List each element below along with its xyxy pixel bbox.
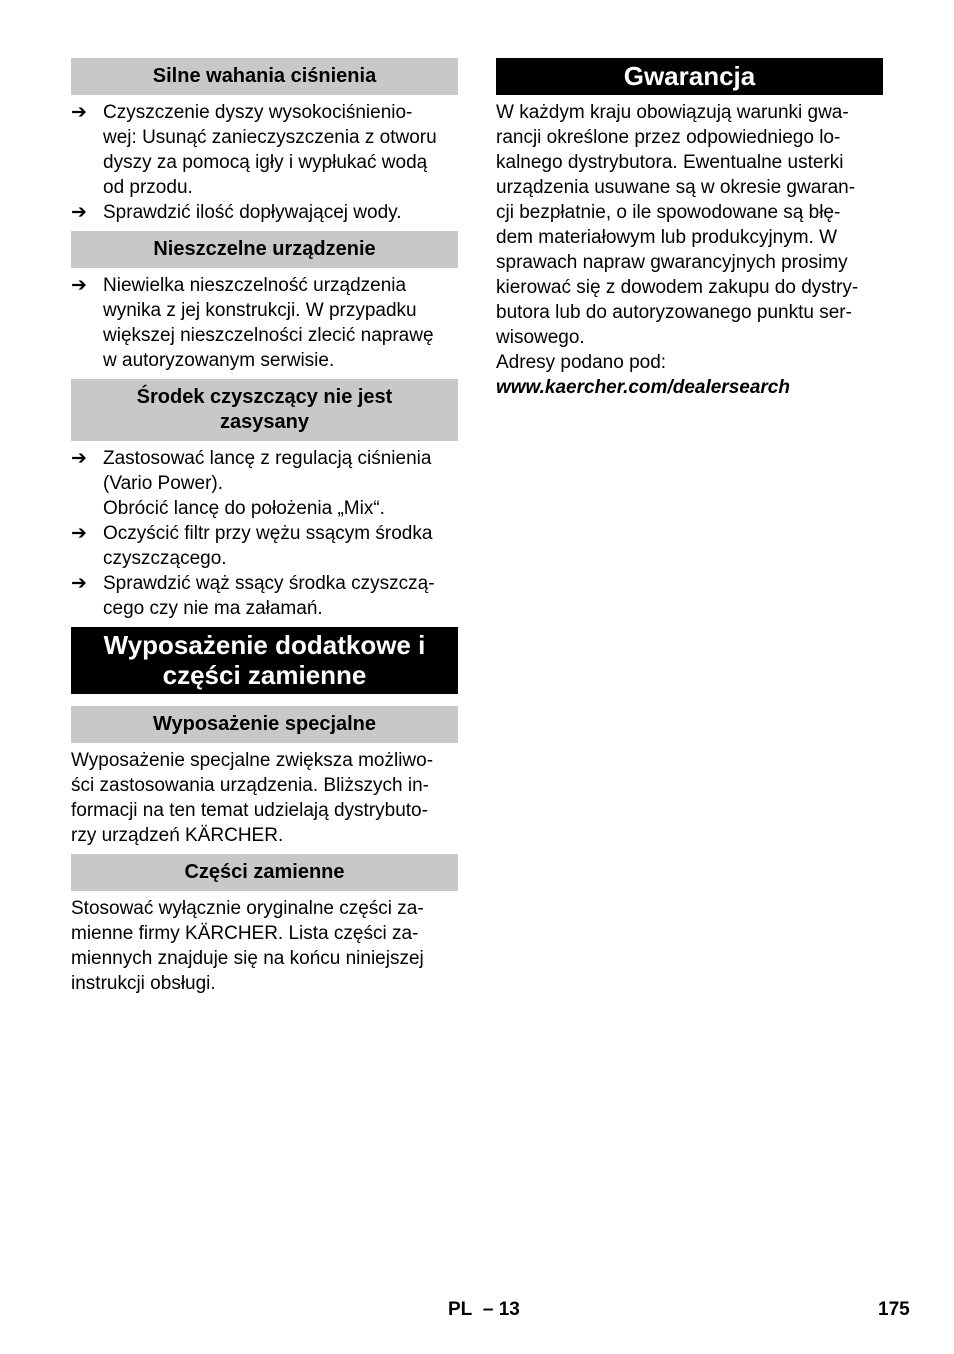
list-detergent-not-sucked: [71, 446, 458, 621]
list-pressure-fluctuations: [71, 100, 458, 225]
list-item: ➔ Oczyścić filtr przy wężu ssącym środka czyszczącego.: [71, 523, 433, 569]
list-item: ➔ Czyszczenie dyszy wysokociśnienio- wej: Usunąć zanieczyszczenia z otworu dyszy za pomocą igły i wypłukać wodą od przodu.: [71, 102, 437, 198]
heading-accessories-spare-parts: Wyposażenie dodatkowe i części zamienne: [71, 627, 458, 694]
heading-detergent-not-sucked: Środek czyszczący nie jest zasysany: [71, 379, 458, 441]
arrow-right-icon: ➔: [71, 202, 87, 223]
footer-page-number: 175: [878, 1299, 910, 1320]
heading-spare-parts: Części zamienne: [71, 854, 458, 891]
arrow-right-icon: ➔: [71, 523, 87, 544]
heading-leaking-device: Nieszczelne urządzenie: [71, 231, 458, 268]
arrow-right-icon: ➔: [71, 102, 87, 123]
footer-page-label: PL – 13: [448, 1299, 520, 1320]
list-leaking-device: [71, 273, 458, 373]
dealersearch-link[interactable]: www.kaercher.com/dealersearch: [496, 377, 790, 398]
heading-special-accessories: Wyposażenie specjalne: [71, 706, 458, 743]
arrow-right-icon: ➔: [71, 448, 87, 469]
arrow-right-icon: ➔: [71, 573, 87, 594]
left-column: [71, 58, 458, 1002]
heading-pressure-fluctuations: Silne wahania ciśnienia: [71, 58, 458, 95]
spacer: [71, 694, 458, 706]
paragraph-special-accessories: Wyposażenie specjalne zwiększa możliwo- ści zastosowania urządzenia. Bliższych in- formacji na ten temat udzielają dystrybuto- rzy urządzeń KÄRCHER.: [71, 750, 434, 846]
list-item: ➔ Sprawdzić ilość dopływającej wody.: [71, 202, 402, 223]
heading-warranty: Gwarancja: [496, 58, 883, 95]
paragraph-warranty: W każdym kraju obowiązują warunki gwa- rancji określone przez odpowiedniego lo- kalnego dystrybutora. Ewentualne usterki urządzenia usuwane są w okresie gwaran- cji bezpłatnie, o ile spowodowane są błę- dem materiałowym lub produkcyjnym. W sprawach napraw gwarancyjnych prosimy kierować się z dowodem zakupu do dystry- butora lub do autoryzowanego punktu ser- wisowego. Adresy podano pod: www.kaercher.com/dealersearch: [496, 100, 883, 400]
arrow-right-icon: ➔: [71, 275, 87, 296]
list-item: ➔ Sprawdzić wąż ssący środka czyszczą- cego czy nie ma załamań.: [71, 573, 435, 619]
right-column: [496, 58, 883, 406]
paragraph-spare-parts: Stosować wyłącznie oryginalne części za- mienne firmy KÄRCHER. Lista części za- miennych znajduje się na końcu niniejszej instrukcji obsługi.: [71, 898, 424, 994]
list-item: ➔ Niewielka nieszczelność urządzenia wynika z jej konstrukcji. W przypadku większej nieszczelności zlecić naprawę w autoryzowanym serwisie.: [71, 275, 434, 371]
list-item: ➔ Zastosować lancę z regulacją ciśnienia (Vario Power). Obrócić lancę do położenia „Mix“.: [71, 448, 432, 519]
